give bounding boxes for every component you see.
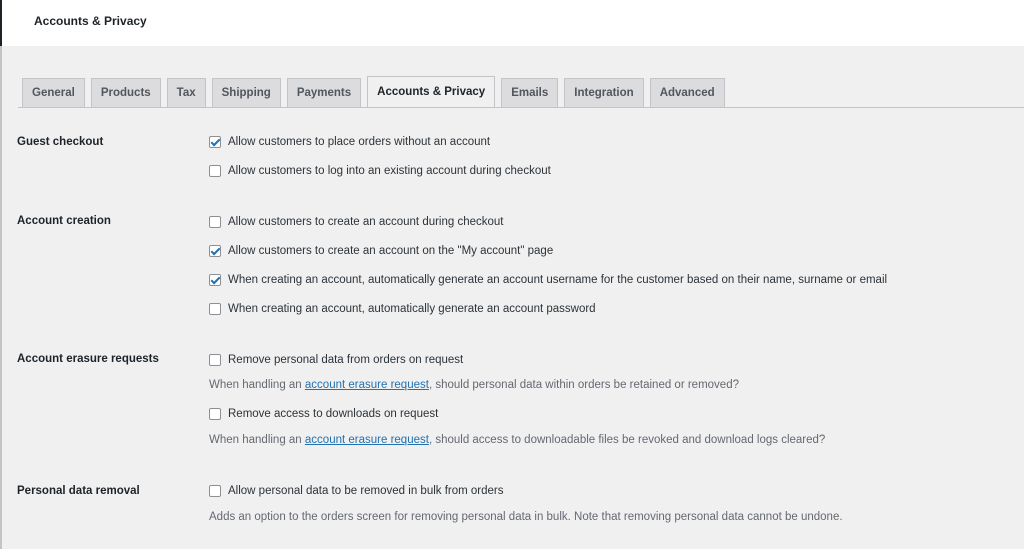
tab-products[interactable]: Products: [91, 78, 161, 107]
page-header: [0, 0, 1024, 46]
option-label: Remove personal data from orders on request: [228, 354, 464, 366]
option-label: Allow customers to create an account on the "My account" page: [228, 245, 554, 257]
tab-emails[interactable]: Emails: [501, 78, 558, 107]
create-checkout-checkbox[interactable]: [209, 216, 221, 228]
desc-prefix: When handling an: [209, 379, 305, 391]
remove-order-data-checkbox[interactable]: [209, 354, 221, 366]
erasure-downloads-description: [209, 434, 825, 446]
guest-login-checkbox[interactable]: [209, 165, 221, 177]
tab-accounts-privacy[interactable]: Accounts & Privacy: [367, 76, 495, 107]
tab-payments[interactable]: Payments: [287, 78, 361, 107]
guest-checkout-label: Guest checkout: [17, 136, 104, 148]
create-myaccount-checkbox[interactable]: [209, 245, 221, 257]
account-creation-label: Account creation: [17, 215, 111, 227]
bulk-removal-checkbox[interactable]: [209, 485, 221, 497]
personal-data-removal-label: Personal data removal: [17, 485, 140, 497]
option-create-checkout[interactable]: [209, 216, 504, 228]
settings-tabs: [22, 77, 731, 107]
option-remove-order-data[interactable]: [209, 354, 463, 366]
guest-orders-checkbox[interactable]: [209, 136, 221, 148]
option-generate-username[interactable]: [209, 274, 887, 286]
admin-menu-edge: [0, 46, 2, 549]
tab-integration[interactable]: Integration: [564, 78, 643, 107]
option-label: Allow customers to create an account during checkout: [228, 216, 504, 228]
tabs-divider: [18, 107, 1024, 108]
bulk-removal-description: Adds an option to the orders screen for removing personal data in bulk. Note that removing personal data cannot be undone.: [209, 511, 843, 523]
option-label: Allow personal data to be removed in bulk from orders: [228, 485, 504, 497]
option-bulk-removal[interactable]: [209, 485, 504, 497]
option-label: Allow customers to log into an existing account during checkout: [228, 165, 551, 177]
remove-downloads-checkbox[interactable]: [209, 408, 221, 420]
tab-shipping[interactable]: Shipping: [212, 78, 281, 107]
option-label: When creating an account, automatically generate an account username for the customer based on their name, surname or email: [228, 274, 888, 286]
desc-suffix: , should personal data within orders be retained or removed?: [428, 379, 739, 391]
generate-password-checkbox[interactable]: [209, 303, 221, 315]
desc-prefix: When handling an: [209, 434, 305, 446]
option-remove-downloads[interactable]: [209, 408, 438, 420]
option-label: When creating an account, automatically generate an account password: [228, 303, 596, 315]
account-erasure-request-link[interactable]: account erasure request: [304, 434, 429, 446]
option-create-myaccount[interactable]: [209, 245, 553, 257]
option-generate-password[interactable]: [209, 303, 596, 315]
generate-username-checkbox[interactable]: [209, 274, 221, 286]
tab-general[interactable]: General: [22, 78, 85, 107]
option-guest-orders[interactable]: [209, 136, 490, 148]
erasure-orders-description: [209, 379, 739, 391]
option-guest-login[interactable]: [209, 165, 551, 177]
desc-suffix: , should access to downloadable files be revoked and download logs cleared?: [428, 434, 826, 446]
tab-tax[interactable]: Tax: [167, 78, 206, 107]
option-label: Allow customers to place orders without an account: [228, 136, 491, 148]
page-title: Accounts & Privacy: [34, 14, 147, 28]
option-label: Remove access to downloads on request: [228, 408, 439, 420]
erasure-requests-label: Account erasure requests: [17, 353, 159, 365]
tab-advanced[interactable]: Advanced: [650, 78, 725, 107]
account-erasure-request-link[interactable]: account erasure request: [304, 379, 429, 391]
